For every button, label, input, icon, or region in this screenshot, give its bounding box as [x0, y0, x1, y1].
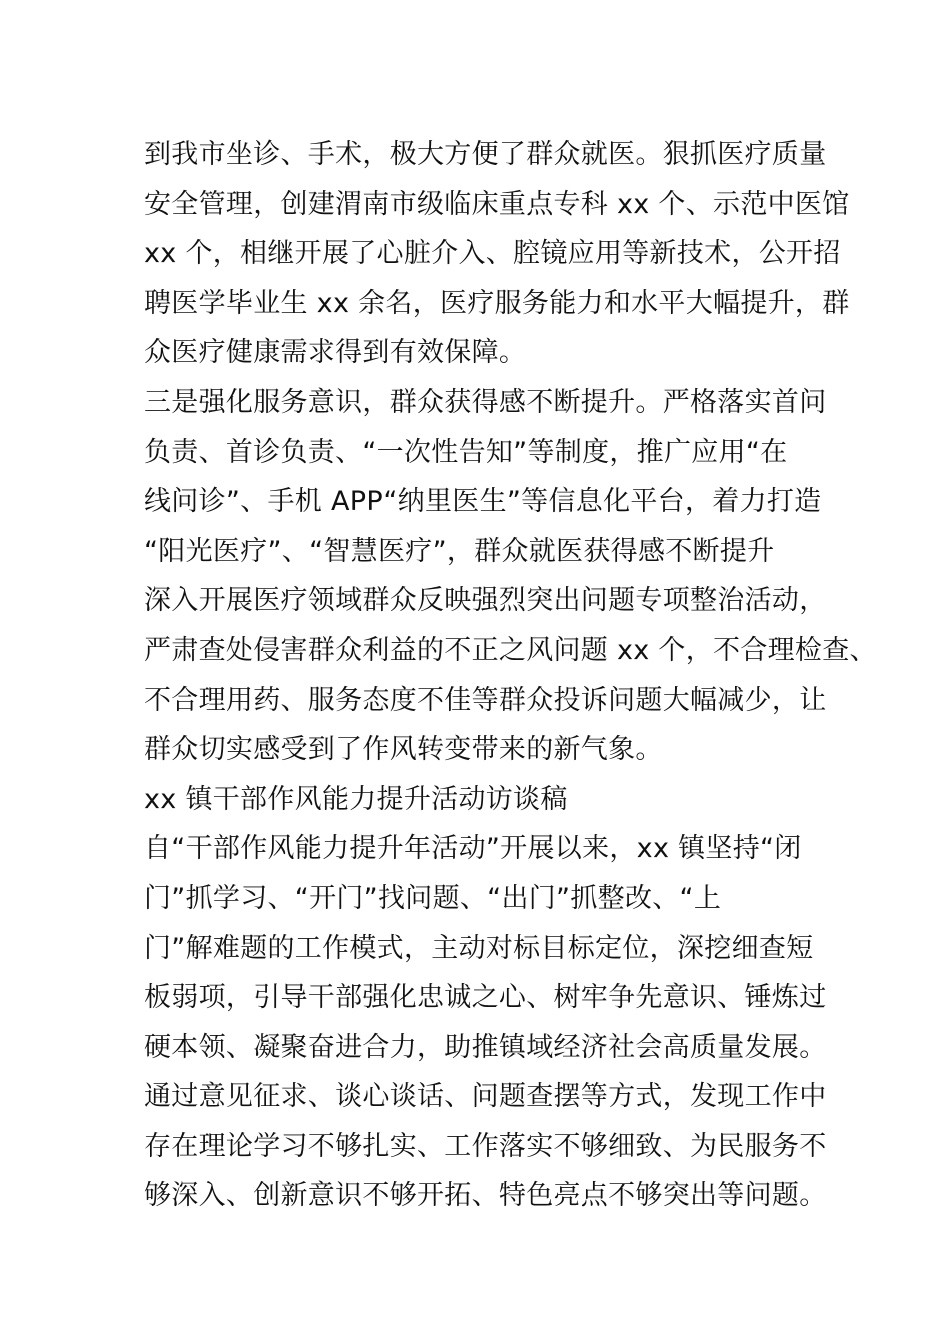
text-line: 聘医学毕业生 xx 余名，医疗服务能力和水平大幅提升，群 — [144, 287, 850, 319]
text-line: 硬本领、凝聚奋进合力，助推镇域经济社会高质量发展。 — [144, 1031, 827, 1063]
text-line: 存在理论学习不够扎实、工作落实不够细致、为民服务不 — [144, 1130, 827, 1162]
text-line: “阳光医疗”、“智慧医疗”，群众就医获得感不断提升 — [144, 535, 775, 567]
text-line: 不合理用药、服务态度不佳等群众投诉问题大幅减少，让 — [144, 684, 827, 716]
text-line: 线问诊”、手机 APP“纳里医生”等信息化平台，着力打造 — [144, 486, 822, 518]
text-line: 通过意见征求、谈心谈话、问题查摆等方式，发现工作中 — [144, 1081, 827, 1113]
text-line: 门”解难题的工作模式，主动对标目标定位，深挖细查短 — [144, 932, 814, 964]
text-line: 众医疗健康需求得到有效保障。 — [144, 337, 527, 369]
text-line: 深入开展医疗领域群众反映强烈突出问题专项整治活动， — [144, 585, 827, 617]
text-line: 板弱项，引导干部强化忠诚之心、树牢争先意识、锤炼过 — [144, 982, 827, 1014]
text-line: 门”抓学习、“开门”找问题、“出门”抓整改、“上 — [144, 882, 722, 914]
text-line: xx 个，相继开展了心脏介入、腔镜应用等新技术，公开招 — [144, 238, 841, 270]
text-line: 严肃查处侵害群众利益的不正之风问题 xx 个，不合理检查、 — [144, 634, 877, 666]
text-line: 群众切实感受到了作风转变带来的新气象。 — [144, 734, 663, 766]
text-line: 三是强化服务意识，群众获得感不断提升。严格落实首问 — [144, 386, 827, 418]
text-line: 负责、首诊负责、“一次性告知”等制度，推广应用“在 — [144, 436, 788, 468]
body-text — [144, 130, 877, 1221]
section-heading: xx 镇干部作风能力提升活动访谈稿 — [144, 783, 568, 815]
text-line: 安全管理，创建渭南市级临床重点专科 xx 个、示范中医馆 — [144, 188, 850, 220]
text-line: 自“干部作风能力提升年活动”开展以来，xx 镇坚持“闭 — [144, 833, 802, 865]
text-line: 到我市坐诊、手术，极大方便了群众就医。狠抓医疗质量 — [144, 139, 827, 170]
text-line: 够深入、创新意识不够开拓、特色亮点不够突出等问题。 — [144, 1180, 827, 1212]
